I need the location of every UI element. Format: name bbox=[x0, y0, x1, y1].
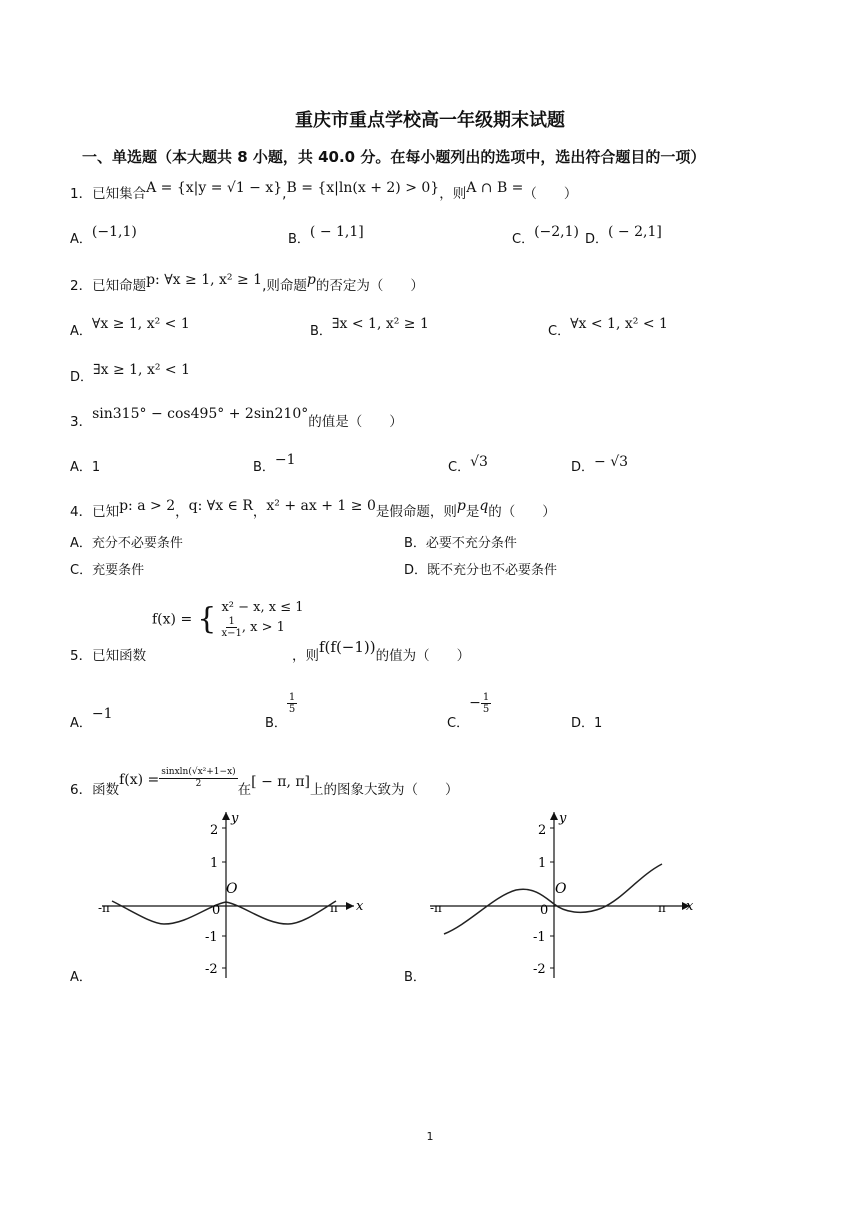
q6-f-lhs: f(x) = bbox=[119, 772, 160, 788]
question-5-stem-post bbox=[292, 638, 471, 664]
neg-pi-label: -π bbox=[98, 901, 110, 915]
q4-p: p: a > 2 bbox=[119, 498, 176, 514]
q3-expression: sin315° − cos495° + 2sin210° bbox=[92, 406, 309, 422]
q4-mid: 是假命题，则 bbox=[375, 504, 457, 520]
y-tick: 1 bbox=[210, 856, 219, 871]
q5-case-2-num: 1 bbox=[228, 616, 235, 627]
q2-stem-post: 的否定为（ ） bbox=[315, 278, 424, 294]
option-label: D． bbox=[404, 563, 428, 578]
q3-option-b[interactable] bbox=[253, 452, 296, 475]
q4-sep: ， bbox=[175, 504, 189, 520]
q6-graph-b[interactable] bbox=[424, 806, 704, 982]
q6-interval: [ − π, π] bbox=[251, 774, 311, 790]
q2-p: p bbox=[306, 272, 316, 288]
y-axis-arrow-icon bbox=[550, 812, 558, 820]
q6-f-num: sinxln(√x²+1−x) bbox=[161, 766, 236, 777]
q1-blank: （ ） bbox=[523, 186, 578, 202]
q1-option-d[interactable] bbox=[585, 224, 662, 247]
q6-graph-a[interactable] bbox=[92, 806, 372, 982]
q4-option-c[interactable] bbox=[70, 559, 144, 578]
y-tick: -1 bbox=[533, 930, 546, 945]
q5-expression: f(f(−1)) bbox=[319, 638, 376, 656]
pi-label: π bbox=[330, 901, 338, 915]
q6-option-b-label[interactable]: B． bbox=[404, 970, 426, 985]
option-value: 必要不充分条件 bbox=[425, 536, 517, 551]
option-label: D． bbox=[585, 232, 609, 247]
q5-case-1: x² − x, x ≤ 1 bbox=[221, 600, 304, 615]
option-value: ∀x < 1, x² < 1 bbox=[570, 316, 668, 332]
q5-option-d[interactable] bbox=[571, 712, 602, 731]
option-value: 充分不必要条件 bbox=[91, 536, 183, 551]
option-value: ∀x ≥ 1, x² < 1 bbox=[91, 316, 190, 332]
q4-inequality: x² + ax + 1 ≥ 0 bbox=[266, 498, 376, 514]
q6-option-a-label[interactable]: A． bbox=[70, 970, 92, 985]
question-5-stem-pre: 5．已知函数 bbox=[70, 648, 147, 664]
q2-option-a[interactable] bbox=[70, 316, 190, 339]
option-value: −1 bbox=[91, 706, 113, 722]
y-label: y bbox=[559, 811, 567, 826]
option-label: B． bbox=[310, 324, 332, 339]
q2-proposition: p: ∀x ≥ 1, x² ≥ 1 bbox=[146, 272, 263, 288]
q6-stem-pre: 6．函数 bbox=[70, 782, 120, 798]
option-label: C． bbox=[448, 460, 471, 475]
q4-q: q: ∀x ∈ R bbox=[188, 498, 253, 514]
q5-stem-post: 的值为（ ） bbox=[375, 648, 471, 664]
q2-option-d[interactable] bbox=[70, 362, 190, 385]
y-tick: 2 bbox=[210, 823, 219, 838]
q4-option-a[interactable] bbox=[70, 532, 183, 551]
q2-stem-pre: 2．已知命题 bbox=[70, 278, 147, 294]
q6-stem-post: 上的图象大致为（ ） bbox=[310, 782, 459, 798]
origin-label: O bbox=[555, 881, 567, 897]
page-title: 重庆市重点学校高一年级期末试题 bbox=[295, 110, 565, 131]
option-value: −1 bbox=[274, 452, 296, 468]
option-label: C． bbox=[512, 232, 535, 247]
option-num: 1 bbox=[482, 692, 490, 703]
y-tick: -1 bbox=[205, 930, 218, 945]
q4-option-b[interactable] bbox=[404, 532, 517, 551]
option-sign: − bbox=[469, 695, 481, 711]
option-value: − √3 bbox=[594, 454, 629, 470]
q1-set-a: A = {x|y = √1 − x} bbox=[146, 180, 283, 196]
option-label: A． bbox=[70, 324, 92, 339]
curve-a bbox=[112, 901, 336, 924]
y-tick: -2 bbox=[205, 962, 218, 977]
q3-option-d[interactable] bbox=[571, 456, 628, 475]
q4-q2: q bbox=[479, 498, 489, 514]
question-2-stem bbox=[70, 274, 424, 294]
y-label: y bbox=[231, 811, 239, 826]
option-label: A． bbox=[70, 460, 92, 475]
option-value: ( − 2,1] bbox=[608, 224, 662, 240]
q3-option-a[interactable] bbox=[70, 456, 100, 475]
page-number: 1 bbox=[426, 1130, 434, 1143]
option-value: 1 bbox=[91, 460, 101, 475]
q4-sep: ， bbox=[252, 504, 267, 520]
option-value: 充要条件 bbox=[92, 563, 145, 578]
q1-mid: ，则 bbox=[439, 186, 467, 202]
q4-stem-post: 的（ ） bbox=[488, 504, 556, 520]
q5-case-2-den: x−1 bbox=[221, 628, 242, 639]
option-label: B． bbox=[265, 716, 287, 731]
y-axis-arrow-icon bbox=[222, 812, 230, 820]
y-tick: -2 bbox=[533, 962, 546, 977]
q1-comma: , bbox=[282, 186, 287, 202]
neg-pi-label: -π bbox=[430, 901, 442, 915]
q6-mid: 在 bbox=[237, 782, 252, 798]
section-heading: 一、单选题（本大题共 8 小题，共 40.0 分。在每小题列出的选项中，选出符合题目的一项） bbox=[82, 148, 706, 166]
x-label: x bbox=[356, 899, 364, 914]
option-value: (−1,1) bbox=[91, 224, 137, 240]
question-6-stem bbox=[70, 766, 459, 802]
option-label: A． bbox=[70, 716, 92, 731]
option-label: B． bbox=[404, 536, 426, 551]
x-label: x bbox=[686, 899, 694, 914]
q1-option-b[interactable] bbox=[288, 224, 364, 247]
q4-option-d[interactable] bbox=[404, 559, 557, 578]
q4-mid2: 是 bbox=[465, 504, 480, 520]
option-label: C． bbox=[548, 324, 571, 339]
option-value: 1 bbox=[594, 716, 603, 731]
q5-case-2-tail: , x > 1 bbox=[241, 620, 285, 635]
q1-option-c[interactable] bbox=[512, 224, 579, 247]
q6-f-den: 2 bbox=[195, 778, 202, 789]
q5-option-c[interactable] bbox=[447, 692, 491, 735]
q3-option-c[interactable] bbox=[448, 456, 488, 475]
option-num: 1 bbox=[288, 692, 296, 703]
pi-label: π bbox=[658, 901, 666, 915]
question-1-stem bbox=[70, 182, 577, 202]
option-value: 既不充分也不必要条件 bbox=[427, 563, 558, 578]
option-label: D． bbox=[571, 716, 595, 731]
option-label: D． bbox=[70, 370, 94, 385]
option-label: C． bbox=[70, 563, 93, 578]
q5-piecewise-function: f(x) = { x² − x, x ≤ 1 $\frac{1}{x-1}$ , x > 1 bbox=[152, 600, 304, 639]
option-label: B． bbox=[288, 232, 310, 247]
x-axis-arrow-icon bbox=[346, 902, 354, 910]
q1-set-b: B = {x|ln(x + 2) > 0} bbox=[286, 180, 440, 196]
zero-label: 0 bbox=[540, 903, 549, 918]
q3-number: 3． bbox=[70, 414, 93, 430]
q4-p2: p bbox=[456, 498, 466, 514]
option-label: C． bbox=[447, 716, 470, 731]
q5-option-b[interactable] bbox=[265, 692, 297, 735]
q4-stem-pre: 4．已知 bbox=[70, 504, 120, 520]
option-label: B． bbox=[253, 460, 275, 475]
question-4-stem bbox=[70, 500, 556, 520]
option-value: ∃x ≥ 1, x² < 1 bbox=[93, 362, 190, 378]
option-value: ∃x < 1, x² ≥ 1 bbox=[331, 316, 429, 332]
question-3-stem bbox=[70, 406, 403, 430]
q3-stem-post: 的值是（ ） bbox=[308, 414, 403, 430]
q1-stem-pre: 1．已知集合 bbox=[70, 186, 147, 202]
y-tick: 1 bbox=[538, 856, 547, 871]
option-label: A． bbox=[70, 536, 92, 551]
option-value: √3 bbox=[470, 454, 488, 470]
q5-f-lhs: f(x) = bbox=[152, 611, 193, 628]
option-label: D． bbox=[571, 460, 595, 475]
zero-label: 0 bbox=[212, 903, 221, 918]
y-tick: 2 bbox=[538, 823, 547, 838]
option-value: ( − 1,1] bbox=[309, 224, 364, 240]
q1-expr: A ∩ B = bbox=[466, 180, 524, 196]
option-value: (−2,1) bbox=[534, 224, 579, 240]
q2-option-b[interactable] bbox=[310, 316, 429, 339]
option-den: 5 bbox=[482, 704, 490, 715]
q5-mid: ，则 bbox=[292, 648, 319, 664]
q2-option-c[interactable] bbox=[548, 316, 668, 339]
q5-option-a[interactable] bbox=[70, 706, 113, 731]
option-den: 5 bbox=[288, 704, 296, 715]
option-label: A． bbox=[70, 232, 92, 247]
q1-option-a[interactable] bbox=[70, 224, 137, 247]
origin-label: O bbox=[226, 881, 238, 897]
curve-b bbox=[444, 864, 662, 934]
q2-mid: ,则命题 bbox=[262, 278, 307, 294]
